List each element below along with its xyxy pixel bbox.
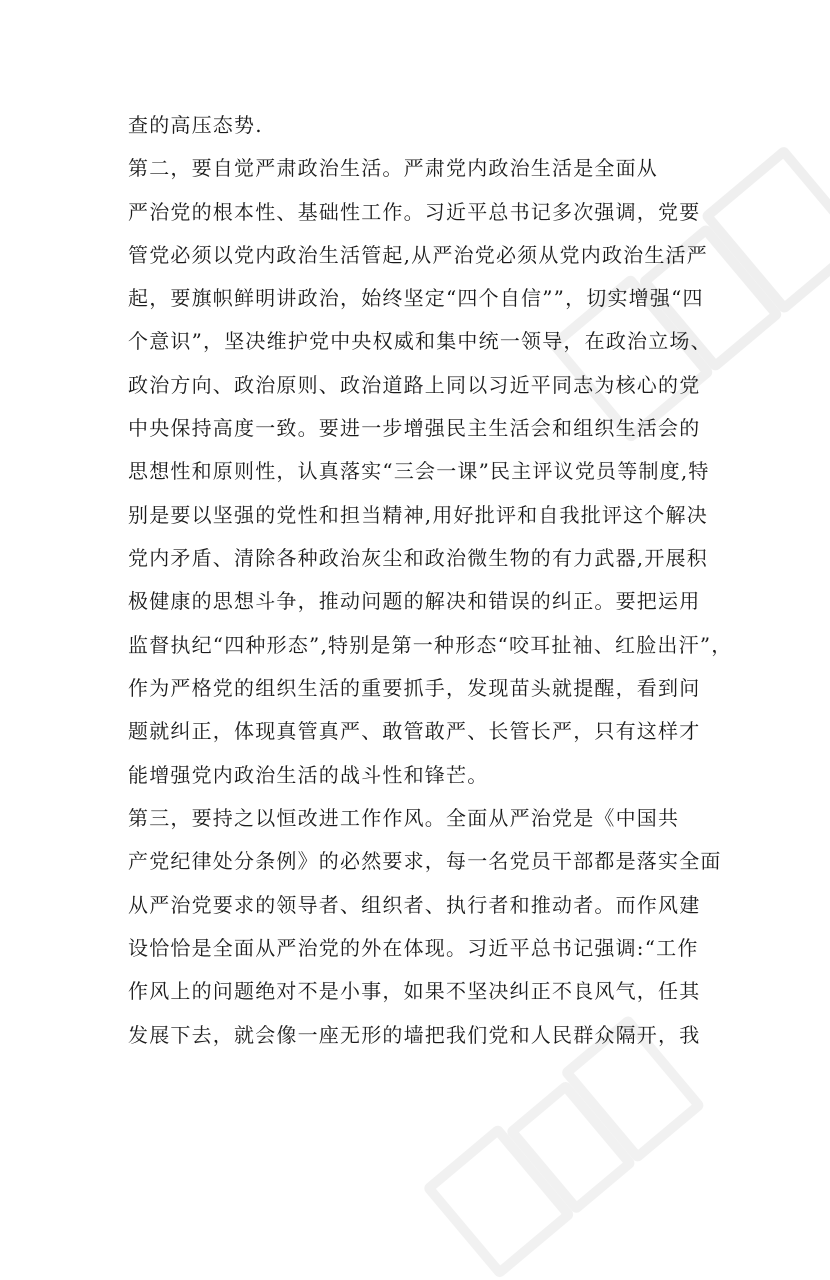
text-line: 党内矛盾、清除各种政治灰尘和政治微生物的有力武器,开展积 — [128, 546, 708, 570]
paragraph-heading-line: 第二，要自觉严肃政治生活。严肃党内政治生活是全面从 — [128, 156, 658, 180]
text-line: 起，要旗帜鲜明讲政治，始终坚定“四个自信””，切实增强“四 — [128, 286, 704, 310]
text-line: 思想性和原则性，认真落实“三会一课”民主评议党员等制度,特 — [128, 459, 710, 483]
text-line: 中央保持高度一致。要进一步增强民主生活会和组织生活会的 — [128, 416, 701, 440]
text-line: 管党必须以党内政治生活管起,从严治党必须从党内政治生活严 — [128, 243, 708, 267]
text-line: 从严治党要求的领导者、组织者、执行者和推动者。而作风建 — [128, 893, 701, 917]
text-line: 设恰恰是全面从严治党的外在体现。习近平总书记强调:“工作 — [128, 936, 699, 960]
text-line: 个意识”，坚决维护党中央权威和集中统一领导，在政治立场、 — [128, 329, 712, 353]
text-line: 别是要以坚强的党性和担当精神,用好批评和自我批评这个解决 — [128, 503, 708, 527]
text-line: 发展下去，就会像一座无形的墙把我们党和人民群众隔开，我 — [128, 1023, 701, 1047]
paragraph-heading-line: 第三，要持之以恒改进工作作风。全面从严治党是《中国共 — [128, 806, 680, 830]
text-line: 能增强党内政治生活的战斗性和锋芒。 — [128, 763, 489, 787]
text-line: 极健康的思想斗争，推动问题的解决和错误的纠正。要把运用 — [128, 589, 701, 613]
text-line: 题就纠正，体现真管真严、敢管敢严、长管长严，只有这样才 — [128, 719, 701, 743]
watermark-bottom — [422, 1020, 698, 1279]
text-line: 监督执纪“四种形态”,特别是第一种形态“咬耳扯袖、红脸出汗”， — [128, 633, 733, 657]
text-line: 政治方向、政治原则、政治道路上同以习近平同志为核心的党 — [128, 373, 701, 397]
text-line: 产党纪律处分条例》的必然要求，每一名党员干部都是落实全面 — [128, 849, 722, 873]
text-line: 查的高压态势. — [128, 113, 263, 137]
text-line: 作风上的问题绝对不是小事，如果不坚决纠正不良风气，任其 — [128, 979, 701, 1003]
text-line: 作为严格党的组织生活的重要抓手，发现苗头就提醒，看到问 — [128, 676, 701, 700]
text-line: 严治党的根本性、基础性工作。习近平总书记多次强调，党要 — [128, 200, 701, 224]
